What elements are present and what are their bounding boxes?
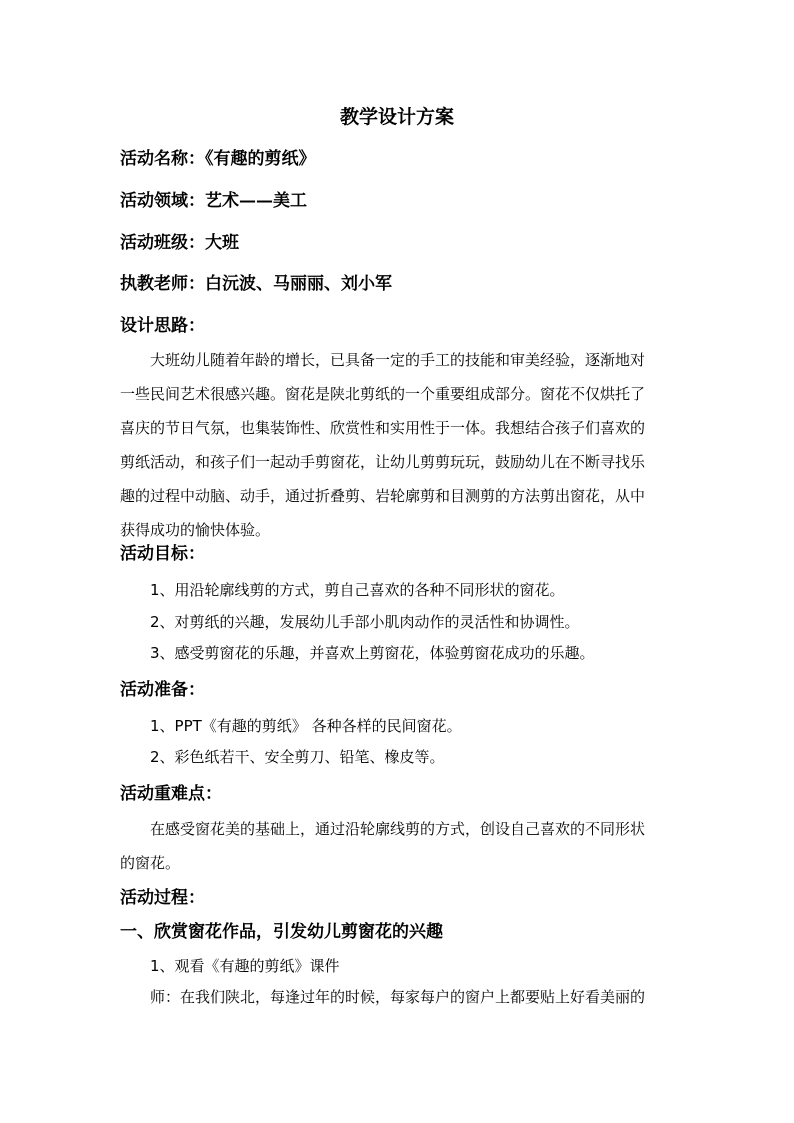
design-paragraph (120, 343, 678, 547)
paragraph-line: 一些民间艺术很感兴趣。窗花是陕北剪纸的一个重要组成部分。窗花不仅烘托了 (120, 385, 646, 403)
paragraph-line: 获得成功的愉快体验。 (120, 521, 271, 539)
paragraph-line: 喜庆的节日气氛，也集装饰性、欣赏性和实用性于一体。我想结合孩子们喜欢的 (120, 419, 646, 437)
paragraph-line: 的窗花。 (120, 854, 181, 872)
prep-item: 1、PPT《有趣的剪纸》 各种各样的民间窗花。 (150, 717, 462, 735)
prep-item: 2、彩色纸若干、安全剪刀、铅笔、橡皮等。 (150, 748, 445, 766)
goals-heading: 活动目标： (120, 544, 205, 564)
process-section-1: 一、欣赏窗花作品，引发幼儿剪窗花的兴趣 (120, 922, 443, 942)
key-points-heading: 活动重难点： (120, 784, 222, 804)
process-step: 1、观看《有趣的剪纸》课件 (150, 957, 340, 975)
goal-item: 3、感受剪窗花的乐趣，并喜欢上剪窗花，体验剪窗花成功的乐趣。 (150, 644, 595, 662)
goal-item: 1、用沿轮廓线剪的方式，剪自己喜欢的各种不同形状的窗花。 (150, 581, 565, 599)
goal-item: 2、对剪纸的兴趣，发展幼儿手部小肌肉动作的灵活性和协调性。 (150, 613, 580, 631)
activity-class: 活动班级：大班 (120, 233, 239, 253)
teachers: 执教老师：白沅波、马丽丽、刘小军 (120, 274, 392, 294)
paragraph-line: 大班幼儿随着年龄的增长，已具备一定的手工的技能和审美经验，逐渐地对 (150, 351, 646, 369)
design-heading: 设计思路： (120, 316, 205, 336)
prep-heading: 活动准备： (120, 680, 205, 700)
document-title: 教学设计方案 (339, 106, 454, 128)
paragraph-line: 在感受窗花美的基础上，通过沿轮廓线剪的方式，创设自己喜欢的不同形状 (150, 820, 646, 838)
key-points-paragraph (120, 812, 678, 880)
paragraph-line: 剪纸活动，和孩子们一起动手剪窗花，让幼儿剪剪玩玩，鼓励幼儿在不断寻找乐 (120, 453, 646, 471)
activity-name: 活动名称：《有趣的剪纸》 (120, 149, 316, 169)
teacher-line: 师：在我们陕北，每逢过年的时候，每家每户的窗户上都要贴上好看美丽的 (150, 988, 646, 1006)
process-heading: 活动过程： (120, 888, 205, 908)
paragraph-line: 趣的过程中动脑、动手，通过折叠剪、岩轮廓剪和目测剪的方法剪出窗花，从中 (120, 487, 646, 505)
activity-field: 活动领域：艺术——美工 (120, 191, 307, 211)
